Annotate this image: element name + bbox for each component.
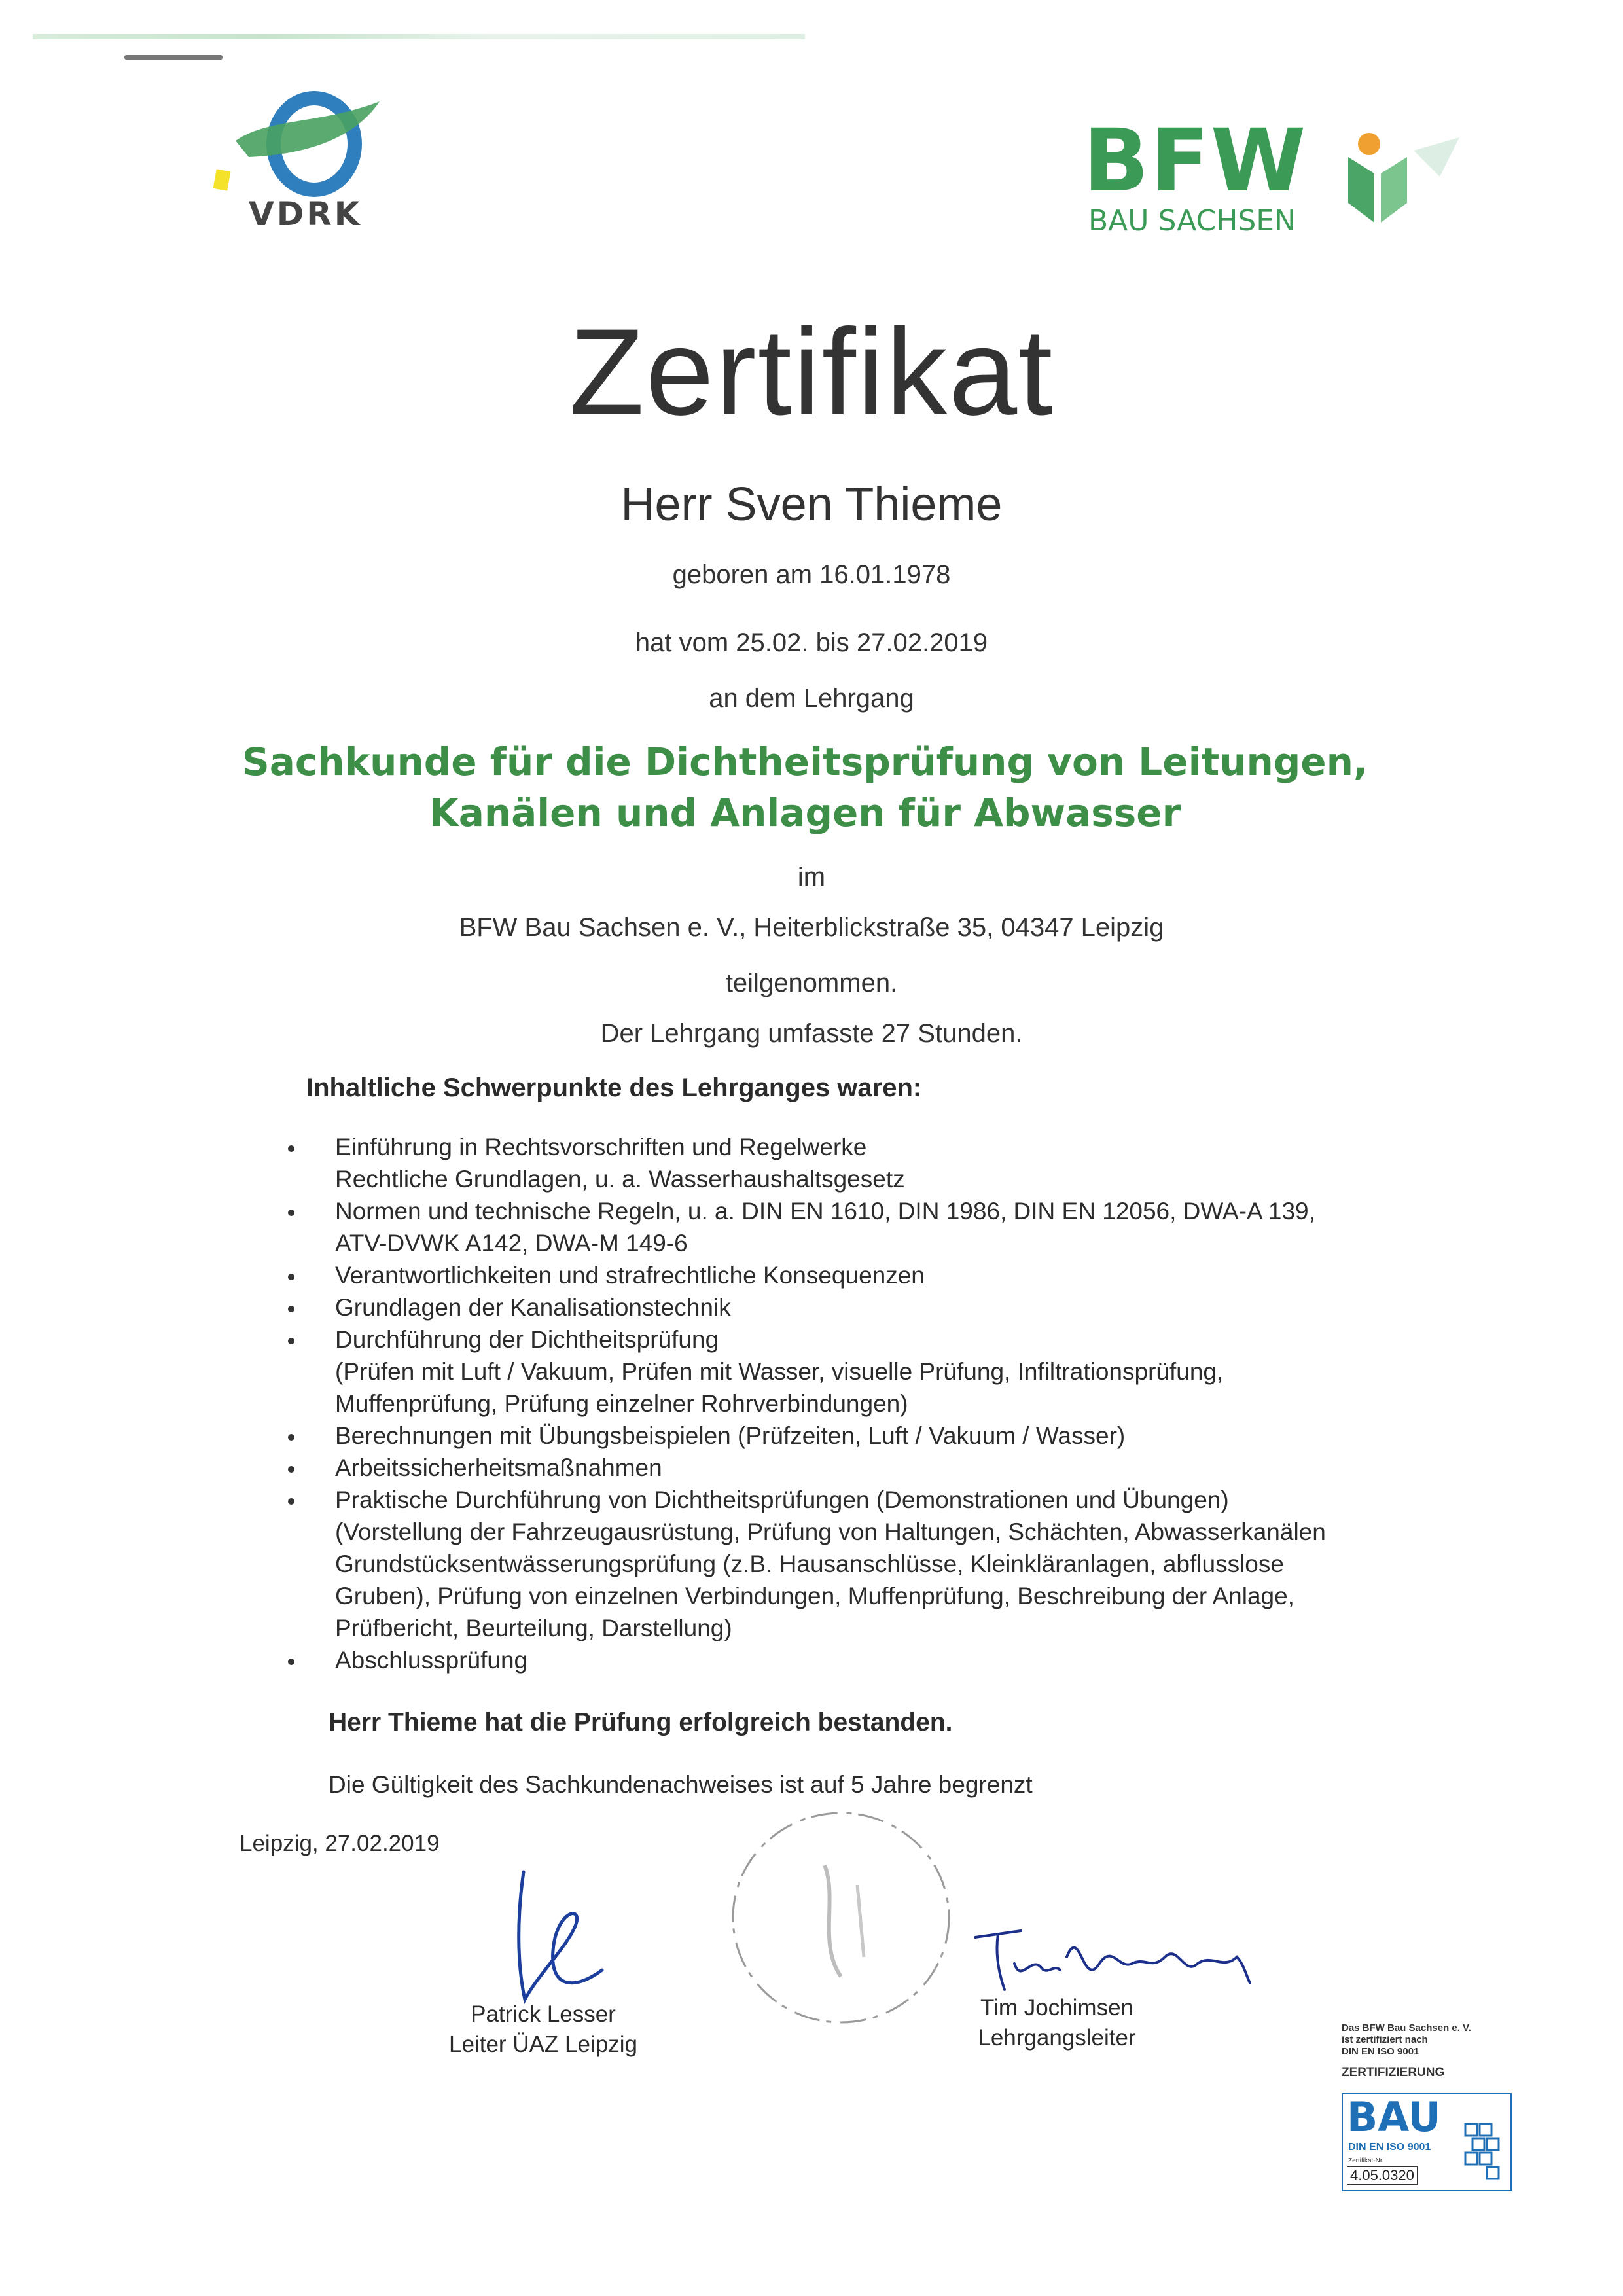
bfw-logo-emblem (1342, 124, 1472, 229)
list-item (288, 1291, 1466, 1323)
iso-badge-line3: DIN EN ISO 9001 (1342, 2046, 1419, 2057)
topic-line: Berechnungen mit Übungsbeispielen (Prüfzeiten, Luft / Vakuum / Wasser) (335, 1422, 1126, 1449)
certificate-title: Zertifikat (569, 303, 1054, 440)
list-item (288, 1452, 1466, 1484)
list-item (288, 1195, 1466, 1259)
iso-badge-line2: ist zertifiziert nach (1342, 2034, 1428, 2045)
participated-text: teilgenommen. (725, 969, 898, 997)
iso-badge-note (1342, 2022, 1512, 2058)
course-title-line2: Kanälen und Anlagen für Abwasser (429, 791, 1181, 835)
signatory-2 (910, 1993, 1204, 2053)
signatory-1-name: Patrick Lesser (471, 2001, 616, 2027)
bfw-logo-subtitle: BAU SACHSEN (1088, 204, 1296, 238)
vdrk-logo (209, 79, 393, 242)
iso-badge-brand: BAU (1347, 2093, 1441, 2141)
iso-badge-line1: Das BFW Bau Sachsen e. V. (1342, 2022, 1471, 2034)
bfw-logo-name: BFW (1083, 111, 1308, 211)
topic-line: Verantwortlichkeiten und strafrechtliche Konsequenzen (335, 1262, 925, 1289)
list-item (288, 1644, 1466, 1676)
location: BFW Bau Sachsen e. V., Heiterblickstraße 35, 04347 Leipzig (459, 913, 1164, 942)
course-title-line1: Sachkunde für die Dichtheitsprüfung von Leitungen, (242, 740, 1368, 784)
signatory-1-role: Leiter ÜAZ Leipzig (449, 2032, 637, 2057)
topic-line: Normen und technische Regeln, u. a. DIN EN 1610, DIN 1986, DIN EN 12056, DWA-A 139, (335, 1198, 1315, 1225)
place-date: Leipzig, 27.02.2019 (240, 1831, 440, 1856)
signatory-1 (406, 2000, 681, 2060)
birth-date: geboren am 16.01.1978 (672, 560, 951, 589)
topic-line: Einführung in Rechtsvorschriften und Regelwerke (335, 1134, 867, 1160)
list-item (288, 1131, 1466, 1195)
list-item (288, 1420, 1466, 1452)
topic-line: (Vorstellung der Fahrzeugausrüstung, Prüfung von Haltungen, Schächten, Abwasserkanälen (335, 1518, 1326, 1545)
iso-badge-number: 4.05.0320 (1347, 2166, 1418, 2185)
topic-line: Durchführung der Dichtheitsprüfung (335, 1326, 719, 1353)
iso-badge-norm: EN ISO 9001 (1369, 2142, 1431, 2153)
recipient-name: Herr Sven Thieme (620, 478, 1003, 531)
topic-line: ATV-DVWK A142, DWA-M 149-6 (335, 1230, 688, 1257)
topic-line: Rechtliche Grundlagen, u. a. Wasserhaushaltsgesetz (335, 1166, 905, 1193)
topic-line: Prüfbericht, Beurteilung, Darstellung) (335, 1615, 732, 1641)
signature-lesser (478, 1865, 635, 2022)
iso-badge-cubes-icon (1462, 2121, 1508, 2186)
iso-badge-label: ZERTIFIZIERUNG (1342, 2066, 1445, 2079)
topics-heading: Inhaltliche Schwerpunkte des Lehrganges waren: (306, 1073, 922, 1102)
topic-line: Grundlagen der Kanalisationstechnik (335, 1294, 731, 1321)
exam-result: Herr Thieme hat die Prüfung erfolgreich bestanden. (329, 1708, 953, 1736)
topic-line: Praktische Durchführung von Dichtheitsprüfungen (Demonstrationen und Übungen) (335, 1486, 1229, 1513)
topic-line: Gruben), Prüfung von einzelnen Verbindungen, Muffenprüfung, Beschreibung der Anlage, (335, 1583, 1294, 1609)
iso-badge (1342, 2022, 1512, 2199)
topics-list (288, 1131, 1466, 1676)
topic-line: Abschlussprüfung (335, 1647, 528, 1674)
list-item (288, 1259, 1466, 1291)
topic-line: (Prüfen mit Luft / Vakuum, Prüfen mit Wasser, visuelle Prüfung, Infiltrationsprüfung, (335, 1358, 1224, 1385)
vdrk-logo-text: VDRK (249, 195, 363, 233)
iso-badge-norm-prefix: DIN (1348, 2142, 1366, 2153)
iso-badge-box (1342, 2093, 1512, 2191)
course-intro: an dem Lehrgang (709, 684, 914, 713)
iso-badge-norm-row (1348, 2142, 1431, 2153)
topic-line: Arbeitssicherheitsmaßnahmen (335, 1454, 662, 1481)
bfw-logo (1083, 111, 1476, 249)
scan-artifact-mark (124, 55, 223, 60)
list-item (288, 1484, 1466, 1644)
scan-artifact-top (33, 34, 805, 39)
topic-line: Grundstücksentwässerungsprüfung (z.B. Hausanschlüsse, Kleinkläranlagen, abflusslose (335, 1551, 1284, 1577)
course-duration: Der Lehrgang umfasste 27 Stunden. (600, 1019, 1023, 1048)
list-item (288, 1323, 1466, 1420)
course-period: hat vom 25.02. bis 27.02.2019 (635, 628, 988, 657)
location-intro: im (797, 863, 826, 891)
validity-note: Die Gültigkeit des Sachkundenachweises ist auf 5 Jahre begrenzt (329, 1771, 1033, 1798)
signatory-2-name: Tim Jochimsen (980, 1995, 1134, 2020)
signature-jochimsen (969, 1918, 1257, 2003)
iso-badge-reg-label: Zertifikat-Nr. (1348, 2157, 1384, 2164)
signatory-2-role: Lehrgangsleiter (978, 2025, 1136, 2051)
topic-line: Muffenprüfung, Prüfung einzelner Rohrverbindungen) (335, 1390, 908, 1417)
